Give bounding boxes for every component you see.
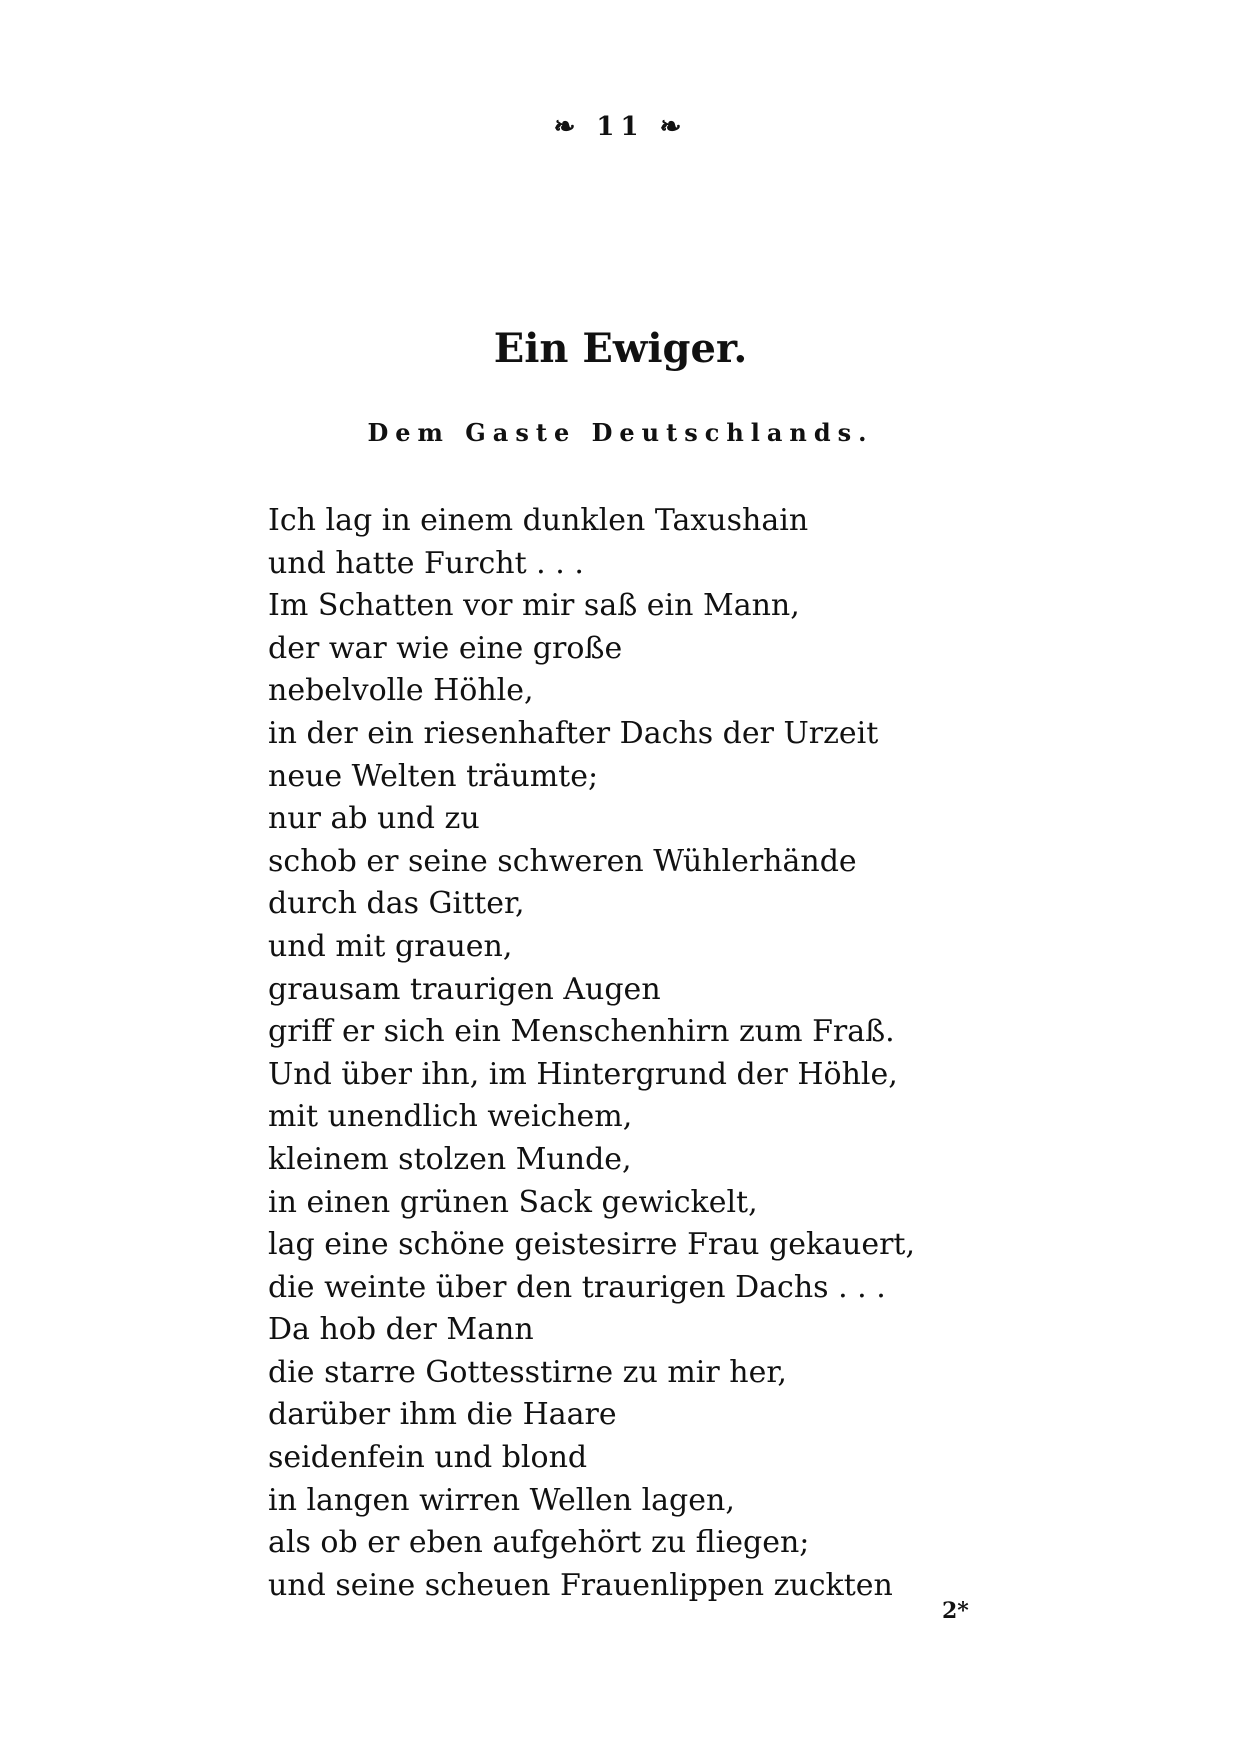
poem-line: griff er sich ein Menschenhirn zum Fraß. (268, 1014, 895, 1050)
poem-dedication: Dem Gaste Deutschlands. (367, 418, 874, 447)
poem-line: als ob er eben aufgehört zu fliegen; (268, 1525, 810, 1561)
poem-line: schob er seine schweren Wühlerhände (268, 843, 857, 879)
poem-line: nebelvolle Höhle, (268, 673, 534, 709)
page-number: ❧ 11 ❧ (553, 112, 688, 142)
poem-line: die starre Gottesstirne zu mir her, (268, 1354, 787, 1390)
poem-line: Ich lag in einem dunklen Taxushain (268, 503, 809, 538)
poem-line: Im Schatten vor mir saß ein Mann, (268, 588, 800, 624)
poem-line: in der ein riesenhafter Dachs der Urzeit (268, 715, 879, 751)
poem-line: nur ab und zu (268, 801, 480, 837)
poem-line: Und über ihn, im Hintergrund der Höhle, (268, 1056, 898, 1092)
poem-line: mit unendlich weichem, (268, 1099, 633, 1135)
poem-line: der war wie eine große (268, 630, 623, 666)
poem-line: Da hob der Mann (268, 1312, 534, 1348)
poem-line: grausam traurigen Augen (268, 971, 661, 1007)
signature-mark: 2* (942, 1598, 969, 1624)
poem-line: durch das Gitter, (268, 886, 525, 922)
poem-line: und hatte Furcht . . . (268, 545, 584, 581)
poem-line: neue Welten träumte; (268, 758, 599, 794)
poem-line: darüber ihm die Haare (268, 1397, 617, 1433)
poem-line: in langen wirren Wellen lagen, (268, 1482, 735, 1518)
poem-line: kleinem stolzen Munde, (268, 1141, 632, 1177)
poem-line: in einen grünen Sack gewickelt, (268, 1184, 758, 1220)
poem-line: lag eine schöne geistesirre Frau gekauert, (268, 1227, 916, 1263)
poem-title: Ein Ewiger. (493, 325, 748, 372)
poem-line: und seine scheuen Frauenlippen zuckten (268, 1567, 893, 1603)
poem-body (268, 500, 988, 1607)
poem-line: und mit grauen, (268, 928, 513, 964)
poem-line: seidenfein und blond (268, 1440, 588, 1476)
poem-line: die weinte über den traurigen Dachs . . . (268, 1269, 886, 1305)
